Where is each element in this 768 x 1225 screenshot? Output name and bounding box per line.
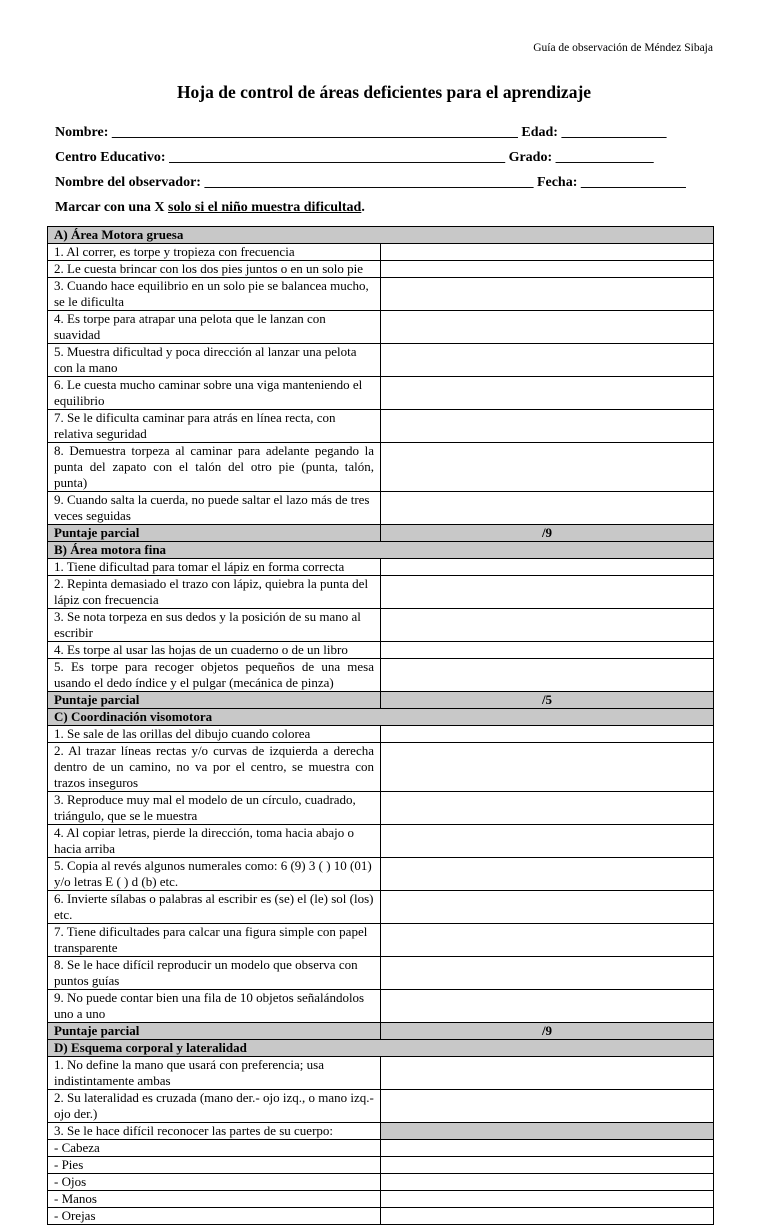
table-row	[48, 1208, 714, 1225]
subtotal-row	[48, 1023, 714, 1040]
check-cell[interactable]	[381, 1140, 714, 1157]
table-row	[48, 559, 714, 576]
subtotal-value: /9	[381, 525, 714, 542]
instruction-suffix: .	[361, 200, 365, 215]
check-cell[interactable]	[381, 1090, 714, 1123]
section-d-title: D) Esquema corporal y lateralidad	[48, 1040, 714, 1057]
table-row	[48, 891, 714, 924]
item-text: 5. Copia al revés algunos numerales como: 6 (9) 3 ( ) 10 (01) y/o letras E ( ) d (b) etc.	[48, 858, 381, 891]
table-row	[48, 1090, 714, 1123]
check-cell[interactable]	[381, 891, 714, 924]
item-text: 1. No define la mano que usará con preferencia; usa indistintamente ambas	[48, 1057, 381, 1090]
check-cell[interactable]	[381, 743, 714, 792]
table-row	[48, 924, 714, 957]
item-text: 4. Al copiar letras, pierde la dirección, toma hacia abajo o hacia arriba	[48, 825, 381, 858]
check-cell[interactable]	[381, 858, 714, 891]
field-centro-grado[interactable]: Centro Educativo: ________________________________________________ Grado: ______________	[55, 150, 654, 165]
instruction-underlined: solo si el niño muestra dificultad	[168, 200, 362, 215]
table-row	[48, 659, 714, 692]
item-text: 1. Al correr, es torpe y tropieza con frecuencia	[48, 244, 381, 261]
check-cell[interactable]	[381, 311, 714, 344]
table-row	[48, 726, 714, 743]
table-row	[48, 1191, 714, 1208]
section-c-title: C) Coordinación visomotora	[48, 709, 714, 726]
item-text: 7. Tiene dificultades para calcar una figura simple con papel transparente	[48, 924, 381, 957]
table-row	[48, 743, 714, 792]
table-row	[48, 311, 714, 344]
shaded-cell	[381, 1123, 714, 1140]
item-text: 1. Tiene dificultad para tomar el lápiz en forma correcta	[48, 559, 381, 576]
check-cell[interactable]	[381, 344, 714, 377]
item-text: - Pies	[48, 1157, 381, 1174]
check-cell[interactable]	[381, 1208, 714, 1225]
subtotal-label: Puntaje parcial	[48, 692, 381, 709]
table-row	[48, 377, 714, 410]
check-cell[interactable]	[381, 1057, 714, 1090]
section-a-title: A) Área Motora gruesa	[48, 227, 714, 244]
check-cell[interactable]	[381, 377, 714, 410]
table-row	[48, 825, 714, 858]
instruction-prefix: Marcar con una X	[55, 200, 169, 215]
item-text: - Ojos	[48, 1174, 381, 1191]
item-text: 2. Al trazar líneas rectas y/o curvas de izquierda a derecha dentro de un camino, no va por el centro, se muestra con trazos inseguros	[48, 743, 381, 792]
check-cell[interactable]	[381, 244, 714, 261]
item-text: 2. Le cuesta brincar con los dos pies juntos o en un solo pie	[48, 261, 381, 278]
subtotal-row	[48, 692, 714, 709]
subtotal-label: Puntaje parcial	[48, 525, 381, 542]
item-text: 3. Reproduce muy mal el modelo de un círculo, cuadrado, triángulo, que se le muestra	[48, 792, 381, 825]
table-row	[48, 990, 714, 1023]
section-b-title: B) Área motora fina	[48, 542, 714, 559]
section-header-row	[48, 227, 714, 244]
item-text: 3. Cuando hace equilibrio en un solo pie se balancea mucho, se le dificulta	[48, 278, 381, 311]
item-text: 9. Cuando salta la cuerda, no puede saltar el lazo más de tres veces seguidas	[48, 492, 381, 525]
table-row	[48, 278, 714, 311]
item-text: 8. Se le hace difícil reproducir un modelo que observa con puntos guías	[48, 957, 381, 990]
table-row	[48, 576, 714, 609]
table-row	[48, 492, 714, 525]
item-text: 5. Muestra dificultad y poca dirección al lanzar una pelota con la mano	[48, 344, 381, 377]
item-text: 7. Se le dificulta caminar para atrás en línea recta, con relativa seguridad	[48, 410, 381, 443]
check-cell[interactable]	[381, 825, 714, 858]
check-cell[interactable]	[381, 278, 714, 311]
table-row	[48, 1174, 714, 1191]
table-row	[48, 443, 714, 492]
page-title: Hoja de control de áreas deficientes para el aprendizaje	[176, 82, 592, 102]
document-source-header: Guía de observación de Méndez Sibaja	[533, 42, 713, 54]
table-row	[48, 344, 714, 377]
item-text: 1. Se sale de las orillas del dibujo cuando colorea	[48, 726, 381, 743]
subtotal-row	[48, 525, 714, 542]
table-row	[48, 261, 714, 278]
checklist-table	[47, 226, 714, 1225]
item-text: 6. Invierte sílabas o palabras al escribir es (se) el (le) sol (los) etc.	[48, 891, 381, 924]
item-text: 3. Se nota torpeza en sus dedos y la posición de su mano al escribir	[48, 609, 381, 642]
check-cell[interactable]	[381, 1191, 714, 1208]
subtotal-value: /9	[381, 1023, 714, 1040]
section-header-row	[48, 542, 714, 559]
section-header-row	[48, 1040, 714, 1057]
check-cell[interactable]	[381, 659, 714, 692]
item-text: 5. Es torpe para recoger objetos pequeños de una mesa usando el dedo índice y el pulgar (mecánica de pinza)	[48, 659, 381, 692]
section-header-row	[48, 709, 714, 726]
subtotal-value: /5	[381, 692, 714, 709]
table-row	[48, 410, 714, 443]
table-row	[48, 957, 714, 990]
check-cell[interactable]	[381, 609, 714, 642]
item-text: 2. Su lateralidad es cruzada (mano der.- ojo izq., o mano izq.-ojo der.)	[48, 1090, 381, 1123]
table-row	[48, 1057, 714, 1090]
field-nombre-edad[interactable]: Nombre: __________________________________________________________ Edad: _______________	[55, 125, 667, 140]
table-row	[48, 1140, 714, 1157]
item-text: - Manos	[48, 1191, 381, 1208]
item-text: - Cabeza	[48, 1140, 381, 1157]
check-cell[interactable]	[381, 1157, 714, 1174]
check-cell[interactable]	[381, 1174, 714, 1191]
check-cell[interactable]	[381, 990, 714, 1023]
table-row	[48, 609, 714, 642]
table-row	[48, 858, 714, 891]
table-row	[48, 1157, 714, 1174]
item-text: 6. Le cuesta mucho caminar sobre una viga manteniendo el equilibrio	[48, 377, 381, 410]
item-text: 2. Repinta demasiado el trazo con lápiz, quiebra la punta del lápiz con frecuencia	[48, 576, 381, 609]
check-cell[interactable]	[381, 261, 714, 278]
item-text: 9. No puede contar bien una fila de 10 objetos señalándolos uno a uno	[48, 990, 381, 1023]
field-observador-fecha[interactable]: Nombre del observador: _______________________________________________ Fecha: _______________	[55, 175, 686, 190]
check-cell[interactable]	[381, 642, 714, 659]
instruction-text	[55, 200, 365, 216]
check-cell[interactable]	[381, 576, 714, 609]
subtotal-label: Puntaje parcial	[48, 1023, 381, 1040]
item-text: - Orejas	[48, 1208, 381, 1225]
check-cell[interactable]	[381, 957, 714, 990]
table-row	[48, 1123, 714, 1140]
check-cell[interactable]	[381, 410, 714, 443]
check-cell[interactable]	[381, 726, 714, 743]
item-text: 3. Se le hace difícil reconocer las partes de su cuerpo:	[48, 1123, 381, 1140]
item-text: 4. Es torpe al usar las hojas de un cuaderno o de un libro	[48, 642, 381, 659]
check-cell[interactable]	[381, 792, 714, 825]
check-cell[interactable]	[381, 559, 714, 576]
item-text: 4. Es torpe para atrapar una pelota que le lanzan con suavidad	[48, 311, 381, 344]
check-cell[interactable]	[381, 443, 714, 492]
check-cell[interactable]	[381, 492, 714, 525]
table-row	[48, 792, 714, 825]
table-row	[48, 642, 714, 659]
item-text: 8. Demuestra torpeza al caminar para adelante pegando la punta del zapato con el talón del otro pie (punta, talón, punta)	[48, 443, 381, 492]
check-cell[interactable]	[381, 924, 714, 957]
table-row	[48, 244, 714, 261]
